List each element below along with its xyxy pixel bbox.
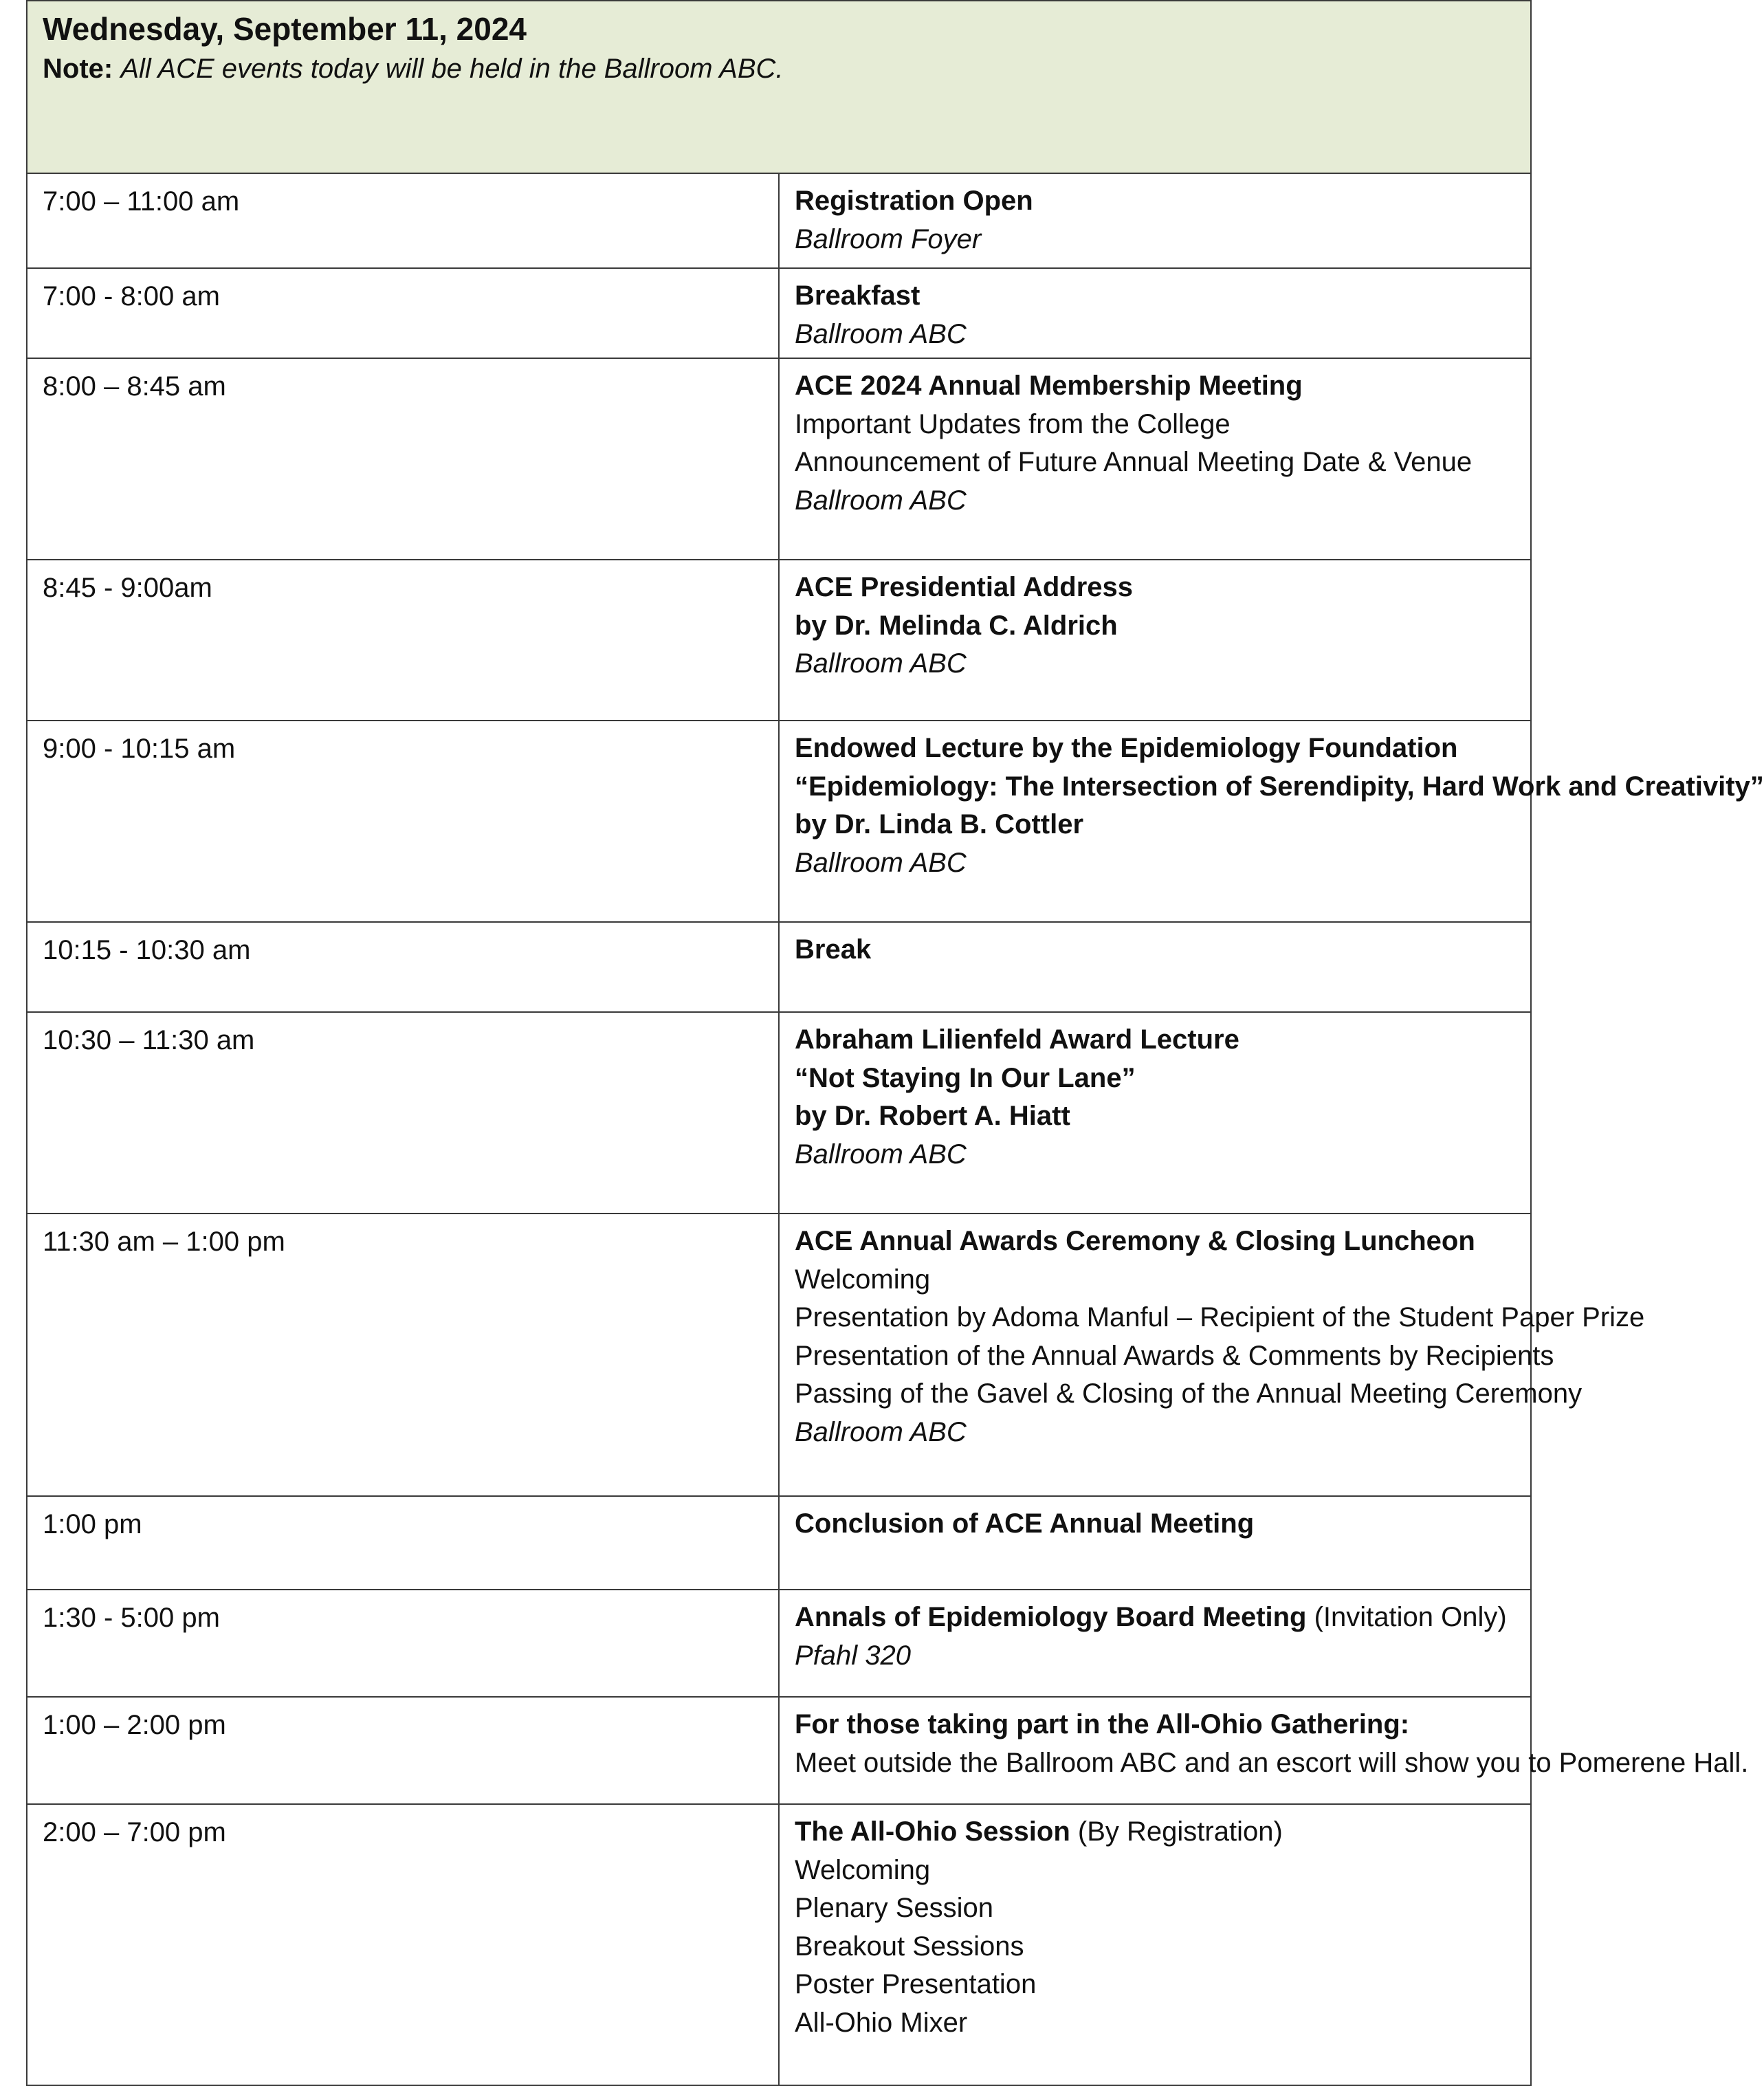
event-qualifier: (By Registration)	[1070, 1816, 1283, 1847]
schedule-row	[27, 173, 1531, 268]
event-detail: Presentation by Adoma Manful – Recipient of the Student Paper Prize	[795, 1302, 1645, 1332]
time-cell: 1:30 - 5:00 pm	[27, 1590, 779, 1697]
time-cell: 7:00 - 8:00 am	[27, 268, 779, 358]
event-line	[795, 1889, 1530, 1928]
event-location: Pfahl 320	[795, 1640, 912, 1671]
event-location: Ballroom ABC	[795, 318, 967, 349]
time-cell: 8:45 - 9:00am	[27, 560, 779, 721]
event-cell	[779, 1214, 1645, 1496]
event-heading: Break	[795, 934, 872, 965]
time-cell: 1:00 – 2:00 pm	[27, 1697, 779, 1804]
schedule-row	[27, 1012, 1531, 1214]
time-cell: 8:00 – 8:45 am	[27, 358, 779, 560]
event-location: Ballroom ABC	[795, 485, 967, 516]
event-line	[795, 482, 1530, 520]
event-line	[795, 1299, 1645, 1337]
event-line	[795, 367, 1530, 406]
schedule-table	[26, 0, 1764, 2086]
event-line	[795, 1599, 1530, 1637]
event-cell	[779, 1590, 1531, 1697]
time-cell: 9:00 - 10:15 am	[27, 721, 779, 922]
event-detail: Welcoming	[795, 1854, 931, 1885]
note-label: Note:	[43, 54, 113, 84]
schedule-row	[27, 1496, 1531, 1590]
event-line	[795, 768, 1764, 806]
event-detail: Important Updates from the College	[795, 408, 1231, 439]
note-line	[43, 48, 1530, 89]
event-detail: Welcoming	[795, 1264, 931, 1295]
event-heading: Registration Open	[795, 186, 1033, 216]
event-line	[795, 1744, 1749, 1783]
event-heading: ACE Presidential Address	[795, 572, 1134, 602]
event-line	[795, 931, 1530, 969]
event-cell	[779, 1697, 1749, 1804]
schedule-row	[27, 560, 1531, 721]
event-line	[795, 1505, 1530, 1544]
time-cell: 10:30 – 11:30 am	[27, 1012, 779, 1214]
event-cell	[779, 922, 1531, 1012]
event-location: Ballroom ABC	[795, 1139, 967, 1170]
note-text: All ACE events today will be held in the Ballroom ABC.	[120, 54, 784, 84]
event-location: Ballroom ABC	[795, 1416, 967, 1447]
event-heading: “Epidemiology: The Intersection of Serendipity, Hard Work and Creativity”	[795, 771, 1764, 802]
event-line	[795, 277, 1530, 316]
event-line	[795, 1966, 1530, 2004]
time-cell: 1:00 pm	[27, 1496, 779, 1590]
event-line	[795, 844, 1530, 883]
event-location: Ballroom Foyer	[795, 223, 982, 254]
time-cell: 7:00 – 11:00 am	[27, 173, 779, 268]
event-detail: Poster Presentation	[795, 1969, 1037, 1999]
event-heading: Endowed Lecture by the Epidemiology Foundation	[795, 733, 1458, 763]
time-cell: 11:30 am – 1:00 pm	[27, 1214, 779, 1496]
event-line	[795, 1261, 1530, 1299]
event-cell	[779, 560, 1531, 721]
event-line	[795, 1337, 1554, 1376]
event-line	[795, 1136, 1530, 1174]
event-heading: ACE Annual Awards Ceremony & Closing Luncheon	[795, 1226, 1475, 1256]
event-line	[795, 607, 1530, 646]
event-qualifier: (Invitation Only)	[1306, 1602, 1507, 1632]
event-heading: by Dr. Linda B. Cottler	[795, 809, 1084, 839]
event-line	[795, 2004, 1530, 2043]
event-line	[795, 645, 1530, 683]
schedule-row	[27, 268, 1531, 358]
event-line	[795, 1928, 1530, 1966]
event-detail: All-Ohio Mixer	[795, 2007, 968, 2038]
event-line	[795, 1021, 1530, 1060]
event-detail: Meet outside the Ballroom ABC and an escort will show you to Pomerene Hall.	[795, 1747, 1749, 1778]
event-line	[795, 806, 1530, 844]
schedule-row	[27, 922, 1531, 1012]
event-detail: Breakout Sessions	[795, 1931, 1024, 1962]
event-line	[795, 1813, 1530, 1852]
event-line	[795, 221, 1530, 259]
event-heading: by Dr. Robert A. Hiatt	[795, 1101, 1070, 1131]
event-heading: Conclusion of ACE Annual Meeting	[795, 1508, 1255, 1539]
event-cell	[779, 358, 1531, 560]
event-line	[795, 1097, 1530, 1136]
event-heading: ACE 2024 Annual Membership Meeting	[795, 371, 1303, 401]
event-cell	[779, 1012, 1531, 1214]
event-line	[795, 406, 1530, 444]
event-detail: Announcement of Future Annual Meeting Date & Venue	[795, 447, 1473, 477]
event-line	[795, 1060, 1530, 1098]
event-line	[795, 569, 1530, 607]
header-row	[27, 1, 1531, 173]
day-title: Wednesday, September 11, 2024	[43, 11, 527, 47]
schedule-row	[27, 1590, 1531, 1697]
event-heading: The All-Ohio Session	[795, 1816, 1070, 1847]
schedule-row	[27, 1697, 1531, 1804]
event-line	[795, 1637, 1530, 1676]
schedule-body	[27, 1, 1764, 2085]
event-cell	[779, 173, 1531, 268]
event-line	[795, 316, 1530, 354]
event-heading: “Not Staying In Our Lane”	[795, 1062, 1136, 1093]
event-line	[795, 1414, 1530, 1452]
schedule-row	[27, 358, 1531, 560]
event-heading: Breakfast	[795, 281, 920, 311]
event-line	[795, 443, 1530, 482]
event-line	[795, 1852, 1530, 1890]
event-heading: For those taking part in the All-Ohio Gathering:	[795, 1709, 1410, 1739]
event-line	[795, 1706, 1530, 1744]
event-line	[795, 1222, 1530, 1261]
event-heading: by Dr. Melinda C. Aldrich	[795, 610, 1118, 641]
event-cell	[779, 721, 1764, 922]
event-location: Ballroom ABC	[795, 847, 967, 878]
event-detail: Plenary Session	[795, 1893, 994, 1923]
time-cell: 10:15 - 10:30 am	[27, 922, 779, 1012]
schedule-row	[27, 1804, 1531, 2085]
event-cell	[779, 1496, 1531, 1590]
event-heading: Annals of Epidemiology Board Meeting	[795, 1602, 1307, 1632]
header-cell	[27, 1, 1531, 173]
event-cell	[779, 268, 1531, 358]
event-heading: Abraham Lilienfeld Award Lecture	[795, 1024, 1239, 1055]
event-line	[795, 729, 1530, 768]
schedule-row	[27, 1214, 1531, 1496]
event-location: Ballroom ABC	[795, 648, 967, 679]
event-line	[795, 182, 1530, 221]
event-detail: Passing of the Gavel & Closing of the Annual Meeting Ceremony	[795, 1379, 1583, 1409]
schedule-row	[27, 721, 1531, 922]
event-detail: Presentation of the Annual Awards & Comments by Recipients	[795, 1340, 1554, 1371]
time-cell: 2:00 – 7:00 pm	[27, 1804, 779, 2085]
event-line	[795, 1375, 1583, 1414]
event-cell	[779, 1804, 1531, 2085]
